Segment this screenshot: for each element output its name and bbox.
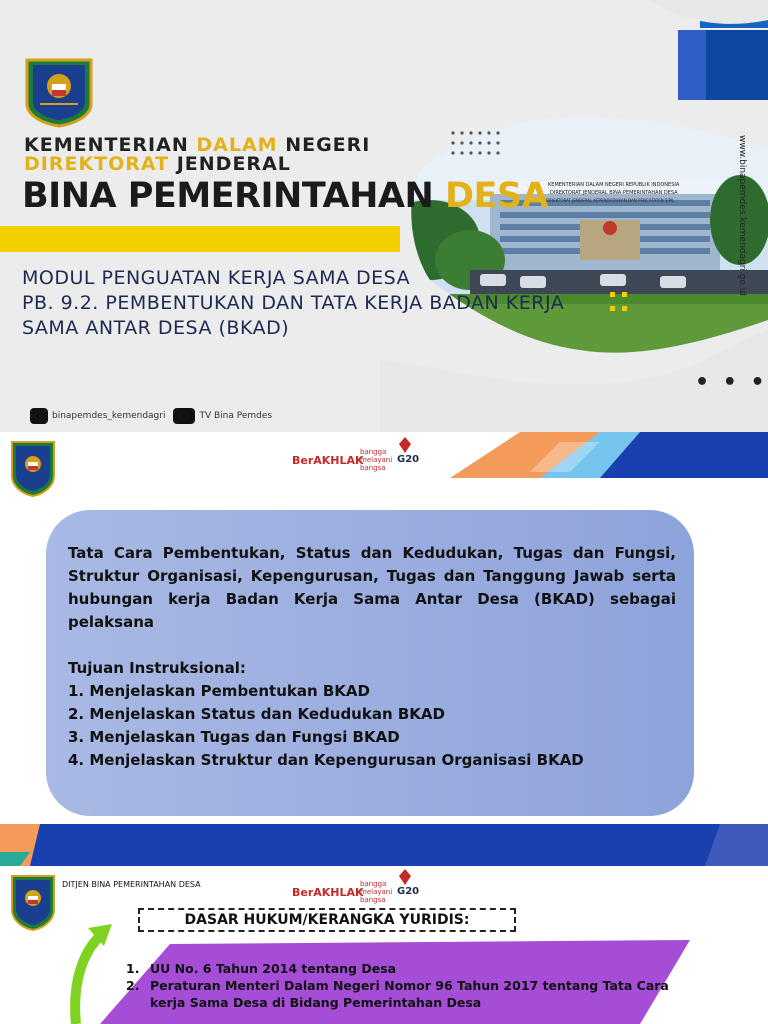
ministry-name-line3 [22, 176, 548, 216]
objectives-title: Tujuan Instruksional: [68, 659, 246, 677]
module-title-line-2: PB. 9.2. PEMBENTUKAN DAN TATA KERJA BADAN KERJA [22, 292, 565, 314]
bangga-word-2: melayani [360, 456, 393, 464]
intro-paragraph: Tata Cara Pembentukan, Status dan Kedudukan, Tugas dan Fungsi, Struktur Organisasi, Kepengurusan, Tugas dan Tanggung Jawab serta hubungan kerja Badan Kerja Sama Antar Desa (BKAD) sebagai pelaksana [68, 544, 676, 631]
directorate-word-1: DIREKTORAT [24, 153, 170, 175]
bangga-word-1: bangga [360, 448, 387, 456]
directorate-word-2: JENDERAL [176, 153, 291, 175]
social-links [30, 408, 272, 424]
module-title-line-1: MODUL PENGUATAN KERJA SAMA DESA [22, 267, 411, 289]
g20-emblem-icon [397, 868, 413, 886]
yellow-dots-decor [610, 290, 640, 314]
objectives-content [68, 542, 676, 772]
list-item-number: 2. [126, 978, 140, 993]
ministry-word-3: NEGERI [285, 134, 371, 156]
ditjen-label: DITJEN BINA PEMERINTAHAN DESA [62, 880, 201, 889]
objective-item: 1. Menjelaskan Pembentukan BKAD [68, 682, 370, 700]
list-item-text: UU No. 6 Tahun 2014 tentang Desa [150, 961, 397, 976]
g20-logo: G20 [397, 886, 420, 897]
list-item [126, 960, 696, 977]
bangga-word-1: bangga [360, 880, 387, 888]
bangga-word-2: melayani [360, 888, 393, 896]
ministry-name-line2 [24, 153, 291, 175]
instagram-handle[interactable]: binapemdes_kemendagri [52, 411, 166, 421]
slide3-emblem-icon [10, 874, 56, 932]
instagram-icon [30, 408, 48, 424]
website-url [733, 135, 753, 315]
building-sign-1: KEMENTERIAN DALAM NEGERI REPUBLIK INDONESIA [548, 182, 680, 188]
cover-slide [0, 0, 768, 432]
objective-item: 4. Menjelaskan Struktur dan Kepengurusan Organisasi BKAD [68, 751, 584, 769]
berakhlak-logo: BerAKHLAK [292, 886, 364, 899]
objective-item: 3. Menjelaskan Tugas dan Fungsi BKAD [68, 728, 400, 746]
more-dots: • • • [695, 370, 768, 395]
youtube-icon [173, 408, 195, 424]
bangga-word-3: bangsa [360, 464, 386, 472]
module-title-line-3: SAMA ANTAR DESA (BKAD) [22, 317, 290, 339]
bangga-melayani-logo [360, 448, 392, 472]
yellow-bar [0, 226, 400, 252]
youtube-channel[interactable]: TV Bina Pemdes [199, 411, 273, 421]
building-sign-3: DIREKTORAT JENDERAL KEPENDUDUKAN DAN PENCATATAN SIPIL [546, 198, 675, 203]
list-item-text: Peraturan Menteri Dalam Negeri Nomor 96 Tahun 2017 tentang Tata Cara kerja Sama Desa di Bidang Pemerintahan Desa [150, 978, 669, 1010]
legal-basis-banner: DASAR HUKUM/KERANGKA YURIDIS: [138, 908, 516, 932]
list-item [126, 977, 696, 1011]
cover-decor-blobs [380, 0, 768, 432]
bina-word: BINA PEMERINTAHAN [22, 176, 434, 216]
legal-basis-slide [0, 824, 768, 1024]
bangga-melayani-logo [360, 880, 392, 904]
module-title [22, 266, 622, 341]
objective-item: 2. Menjelaskan Status dan Kedudukan BKAD [68, 705, 445, 723]
list-item-number: 1. [126, 961, 140, 976]
bangga-word-3: bangsa [360, 896, 386, 904]
dot-grid-decor [450, 130, 504, 160]
building-sign-2: DIREKTORAT JENDERAL BINA PEMERINTAHAN DESA [550, 190, 678, 196]
g20-logo: G20 [397, 454, 420, 465]
berakhlak-logo: BerAKHLAK [292, 454, 364, 467]
objectives-slide [0, 432, 768, 824]
ministry-word-1: KEMENTERIAN [24, 134, 189, 156]
ministry-word-2: DALAM [196, 134, 278, 156]
website-url-text: www.binapemdes.kemendagri.go.id [737, 135, 747, 296]
g20-emblem-icon [397, 436, 413, 454]
slide2-emblem-icon [10, 440, 56, 498]
ministry-emblem-icon [22, 56, 96, 128]
desa-word: DESA [444, 176, 549, 216]
legal-basis-list [126, 960, 696, 1011]
